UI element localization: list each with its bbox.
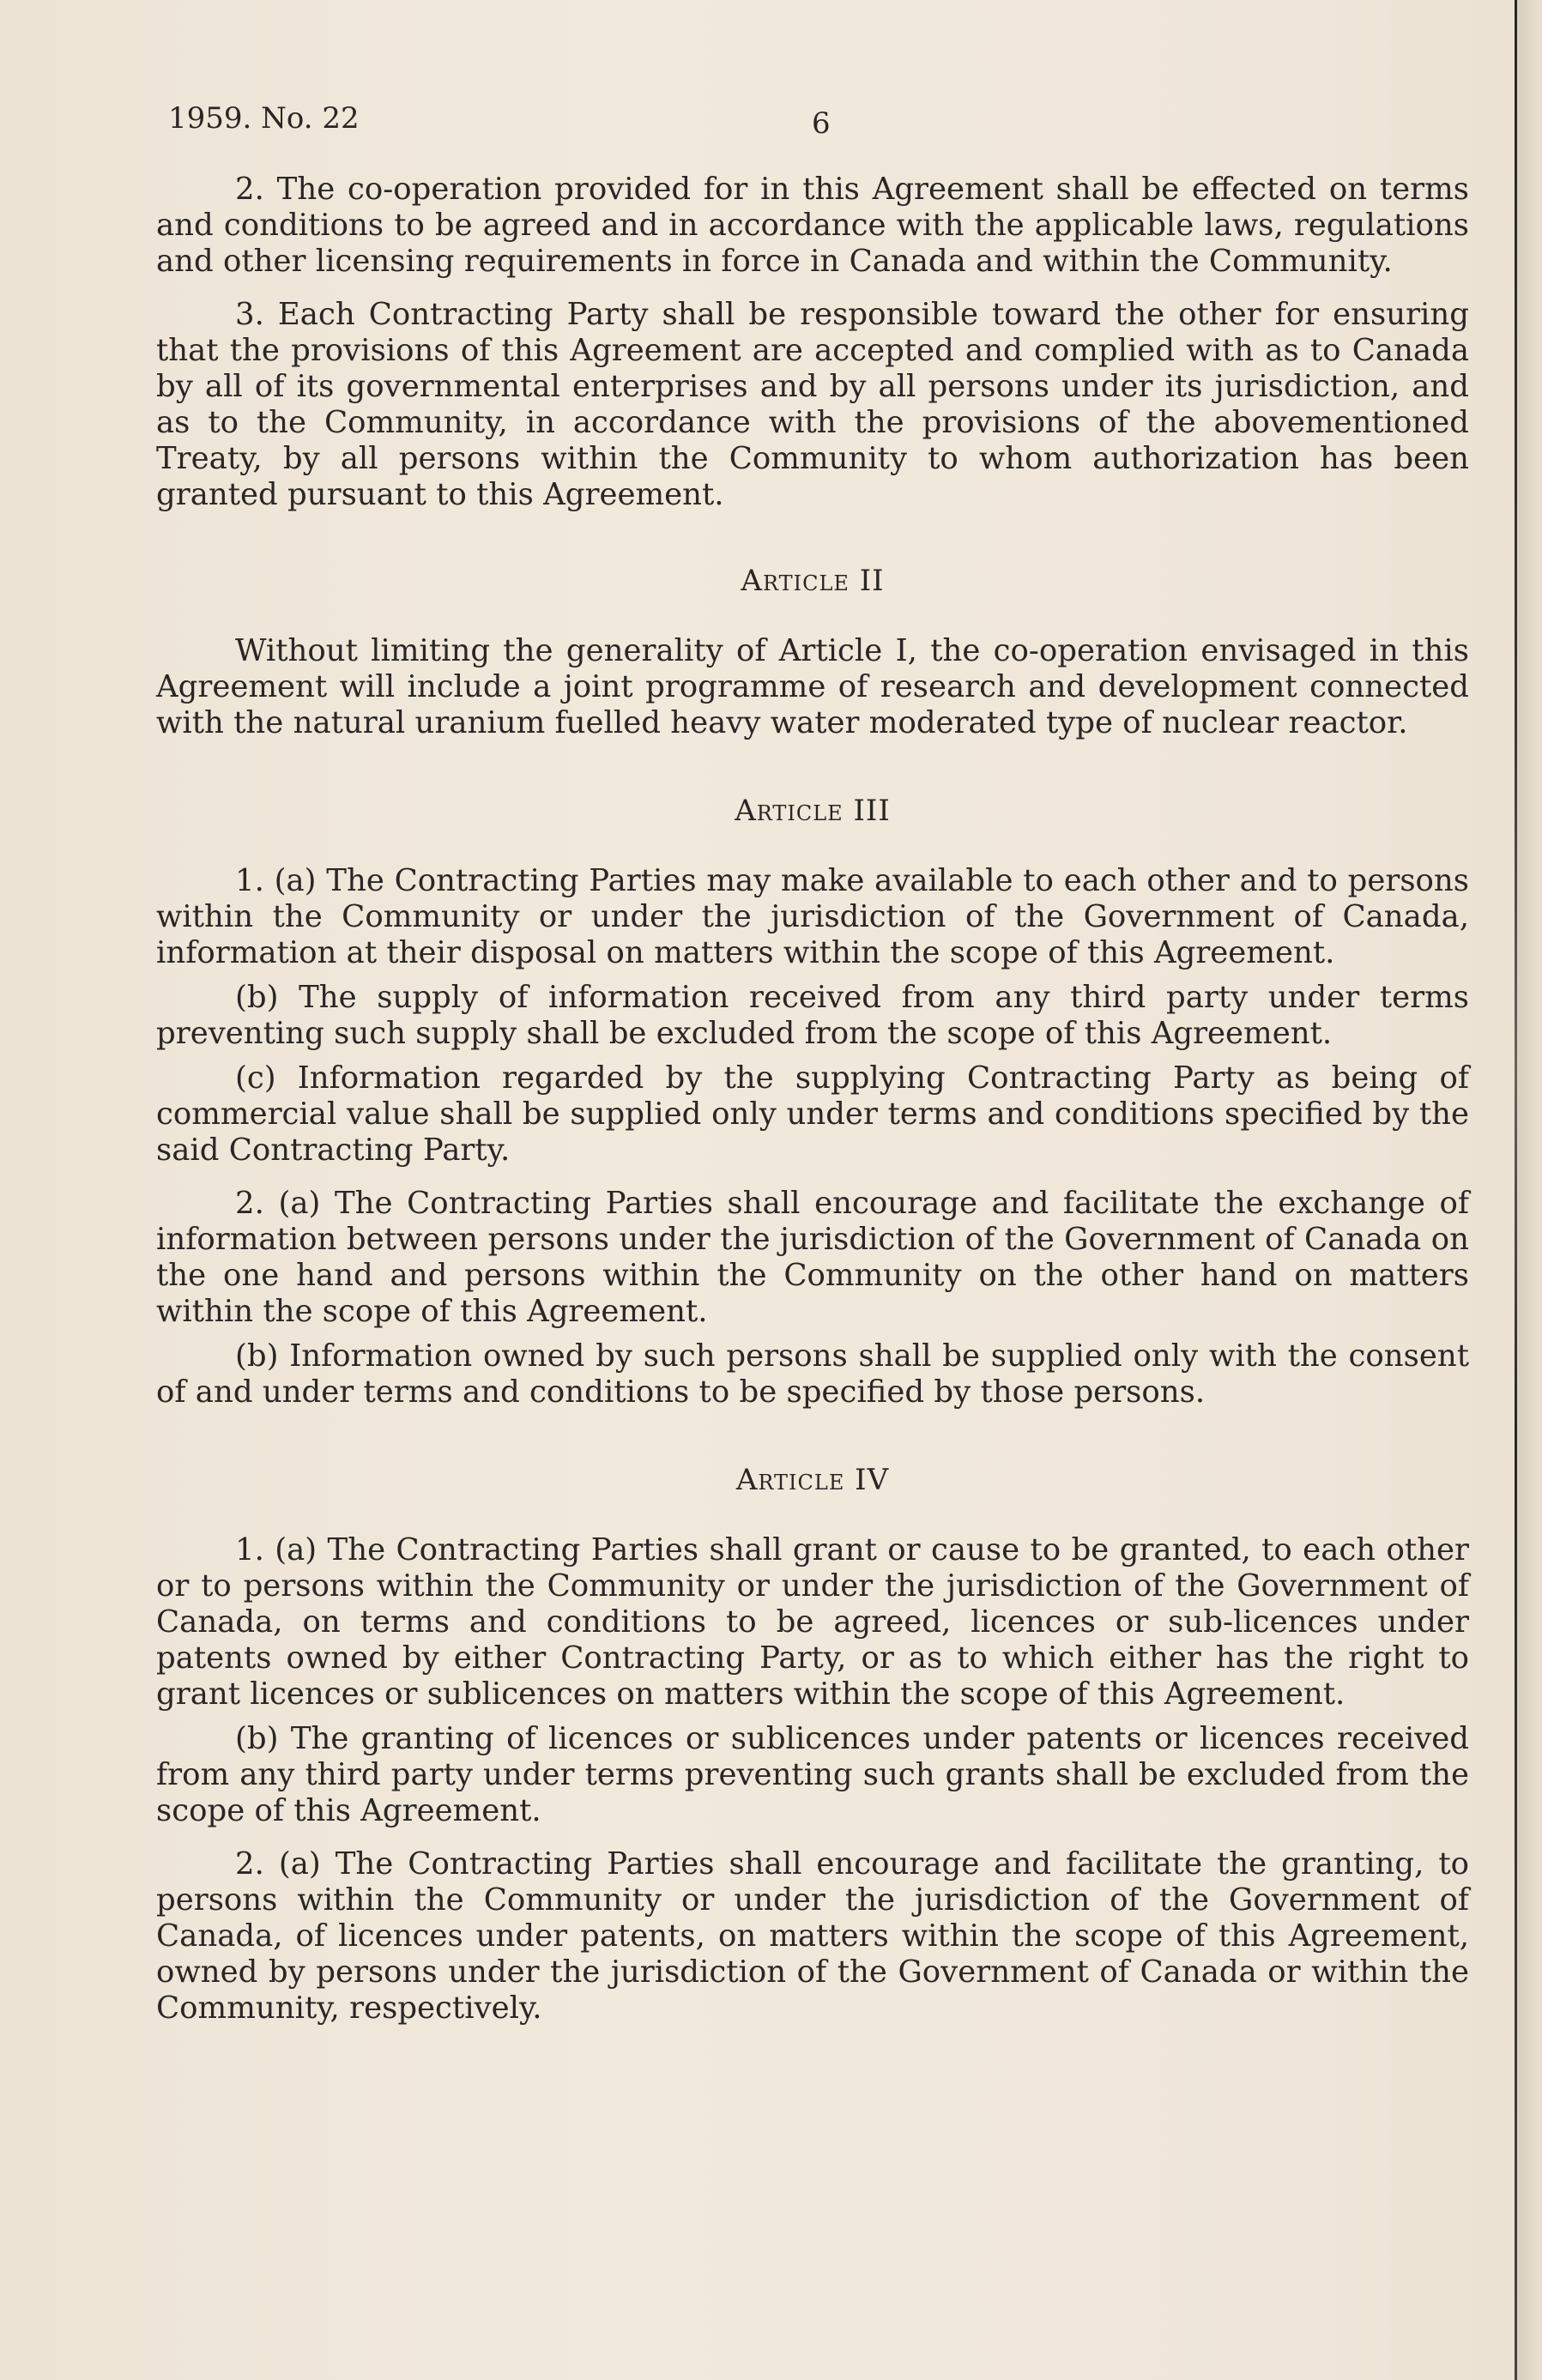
article1-paragraph-2: 2. The co-operation provided for in this Agreement shall be effected on terms and conditions to be agreed and in accordance with the applicable laws, regulations and other licensing requirements in force in Canada and within the Community.	[156, 172, 1469, 279]
article-3-heading: Article III	[735, 794, 891, 828]
article4-paragraph-1b: (b) The granting of licences or sublicences under patents or licences received from any third party under terms preventing such grants shall be excluded from the scope of this Agreement.	[156, 1721, 1469, 1828]
article4-paragraph-2a: 2. (a) The Contracting Parties shall encourage and facilitate the granting, to persons within the Community or under the jurisdiction of the Government of Canada, of licences under patents, on matters within the scope of this Agreement, owned by persons under the jurisdiction of the Government of Canada or within the Community, respectively.	[156, 1846, 1469, 2026]
article3-paragraph-2b: (b) Information owned by such persons shall be supplied only with the consent of and under terms and conditions to be specified by those persons.	[156, 1338, 1469, 1410]
article3-paragraph-2a: 2. (a) The Contracting Parties shall encourage and facilitate the exchange of information between persons under the jurisdiction of the Government of Canada on the one hand and persons within the Community on the other hand on matters within the scope of this Agreement.	[156, 1186, 1469, 1329]
article3-paragraph-1b: (b) The supply of information received from any third party under terms preventing such supply shall be excluded from the scope of this Agreement.	[156, 980, 1469, 1051]
header-citation: 1959. No. 22	[168, 101, 360, 136]
article-2-heading: Article II	[741, 564, 885, 598]
article1-paragraph-3: 3. Each Contracting Party shall be responsible toward the other for ensuring that the provisions of this Agreement are accepted and complied with as to Canada by all of its governmental enterprises and by all persons under its jurisdiction, and as to the Community, in accordance with the provisions of the abovementioned Treaty, by all persons within the Community to whom authorization has been granted pursuant to this Agreement.	[156, 297, 1469, 512]
article3-paragraph-1a: 1. (a) The Contracting Parties may make available to each other and to persons within the Community or under the jurisdiction of the Government of Canada, information at their disposal on matters within the scope of this Agreement.	[156, 863, 1469, 970]
article2-paragraph-1: Without limiting the generality of Article I, the co-operation envisaged in this Agreement will include a joint programme of research and development connected with the natural uranium fuelled heavy water moderated type of nuclear reactor.	[156, 633, 1469, 740]
article3-paragraph-1c: (c) Information regarded by the supplying Contracting Party as being of commercial value shall be supplied only under terms and conditions specified by the said Contracting Party.	[156, 1060, 1469, 1168]
document-body	[156, 172, 1469, 2044]
page-number: 6	[812, 106, 831, 141]
article-4-heading: Article IV	[735, 1463, 890, 1497]
page-header	[168, 101, 1472, 144]
article4-paragraph-1a: 1. (a) The Contracting Parties shall grant or cause to be granted, to each other or to persons within the Community or under the jurisdiction of the Government of Canada, on terms and conditions to be agreed, licences or sub-licences under patents owned by either Contracting Party, or as to which either has the right to grant licences or sublicences on matters within the scope of this Agreement.	[156, 1532, 1469, 1712]
page-edge-shadow	[1517, 0, 1542, 2380]
